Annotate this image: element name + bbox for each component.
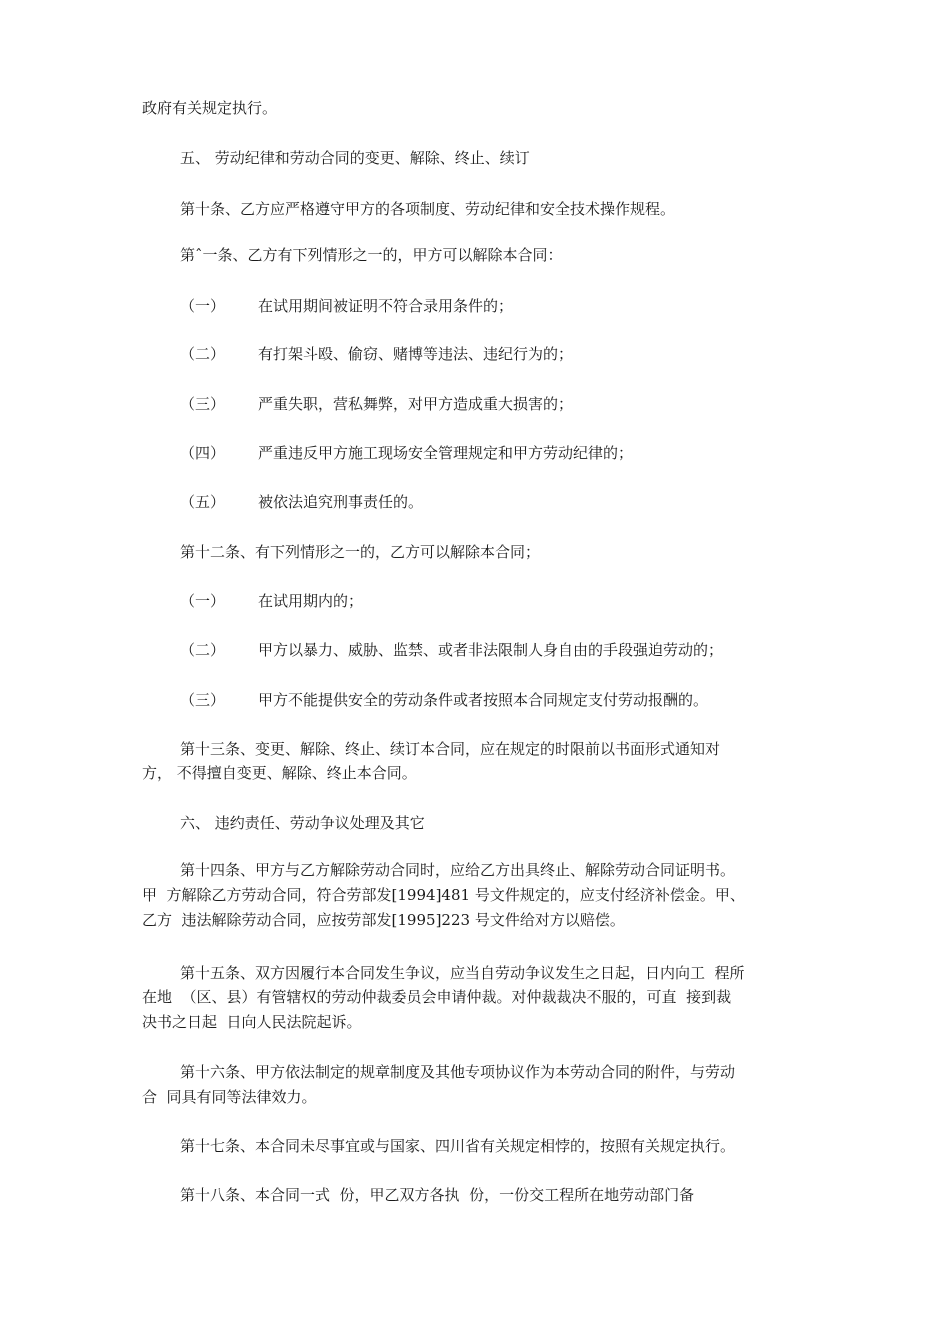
article-11-item-number: （四） bbox=[180, 444, 226, 462]
section-5-heading: 五、 劳动纪律和劳动合同的变更、解除、终止、续订 bbox=[180, 149, 530, 167]
article-11-item-text: 在试用期间被证明不符合录用条件的； bbox=[258, 297, 514, 315]
article-12-item-number: （三） bbox=[180, 691, 226, 709]
article-12-item-number: （一） bbox=[180, 592, 226, 610]
article-15-line: 决书之日起 日向人民法院起诉。 bbox=[142, 1013, 362, 1031]
article-12-item-text: 甲方以暴力、威胁、监禁、或者非法限制人身自由的手段强迫劳动的； bbox=[258, 641, 724, 659]
article-12-item-text: 在试用期内的； bbox=[258, 592, 364, 610]
article-14-line: 第十四条、甲方与乙方解除劳动合同时，应给乙方出具终止、解除劳动合同证明书。 bbox=[180, 861, 736, 879]
continuation-text: 政府有关规定执行。 bbox=[142, 99, 278, 117]
article-11-item-text: 有打架斗殴、偷窃、赌博等违法、违纪行为的； bbox=[258, 345, 574, 363]
article-11-item-text: 严重失职，营私舞弊，对甲方造成重大损害的； bbox=[258, 395, 574, 413]
article-10: 第十条、乙方应严格遵守甲方的各项制度、劳动纪律和安全技术操作规程。 bbox=[180, 200, 676, 218]
article-15-line: 第十五条、双方因履行本合同发生争议，应当自劳动争议发生之日起，日内向工 程所 bbox=[180, 964, 745, 982]
article-13-line: 方， 不得擅自变更、解除、终止本合同。 bbox=[142, 764, 417, 782]
article-17: 第十七条、本合同未尽事宜或与国家、四川省有关规定相悖的，按照有关规定执行。 bbox=[180, 1137, 736, 1155]
article-16-line: 第十六条、甲方依法制定的规章制度及其他专项协议作为本劳动合同的附件，与劳动 bbox=[180, 1063, 736, 1081]
article-14-line: 甲 方解除乙方劳动合同，符合劳部发[1994]481 号文件规定的，应支付经济补偿金。甲、 bbox=[142, 886, 745, 904]
article-11-item-number: （三） bbox=[180, 395, 226, 413]
article-11-item-text: 被依法追究刑事责任的。 bbox=[258, 493, 424, 511]
section-6-heading: 六、 违约责任、劳动争议处理及其它 bbox=[180, 814, 425, 832]
article-16-line: 合 同具有同等法律效力。 bbox=[142, 1088, 317, 1106]
article-11: 第ˆ一条、乙方有下列情形之一的，甲方可以解除本合同： bbox=[180, 246, 563, 264]
article-11-item-number: （二） bbox=[180, 345, 226, 363]
article-12: 第十二条、有下列情形之一的，乙方可以解除本合同； bbox=[180, 543, 541, 561]
article-12-item-text: 甲方不能提供安全的劳动条件或者按照本合同规定支付劳动报酬的。 bbox=[258, 691, 709, 709]
article-13-line: 第十三条、变更、解除、终止、续订本合同，应在规定的时限前以书面形式通知对 bbox=[180, 740, 721, 758]
article-12-item-number: （二） bbox=[180, 641, 226, 659]
article-11-item-number: （一） bbox=[180, 297, 226, 315]
article-11-item-number: （五） bbox=[180, 493, 226, 511]
article-14-line: 乙方 违法解除劳动合同，应按劳部发[1995]223 号文件给对方以赔偿。 bbox=[142, 911, 625, 929]
article-15-line: 在地 （区、县）有管辖权的劳动仲裁委员会申请仲裁。对仲裁裁决不服的，可直 接到裁 bbox=[142, 988, 732, 1006]
article-18: 第十八条、本合同一式 份，甲乙双方各执 份，一份交工程所在地劳动部门备 bbox=[180, 1186, 695, 1204]
article-11-item-text: 严重违反甲方施工现场安全管理规定和甲方劳动纪律的； bbox=[258, 444, 634, 462]
